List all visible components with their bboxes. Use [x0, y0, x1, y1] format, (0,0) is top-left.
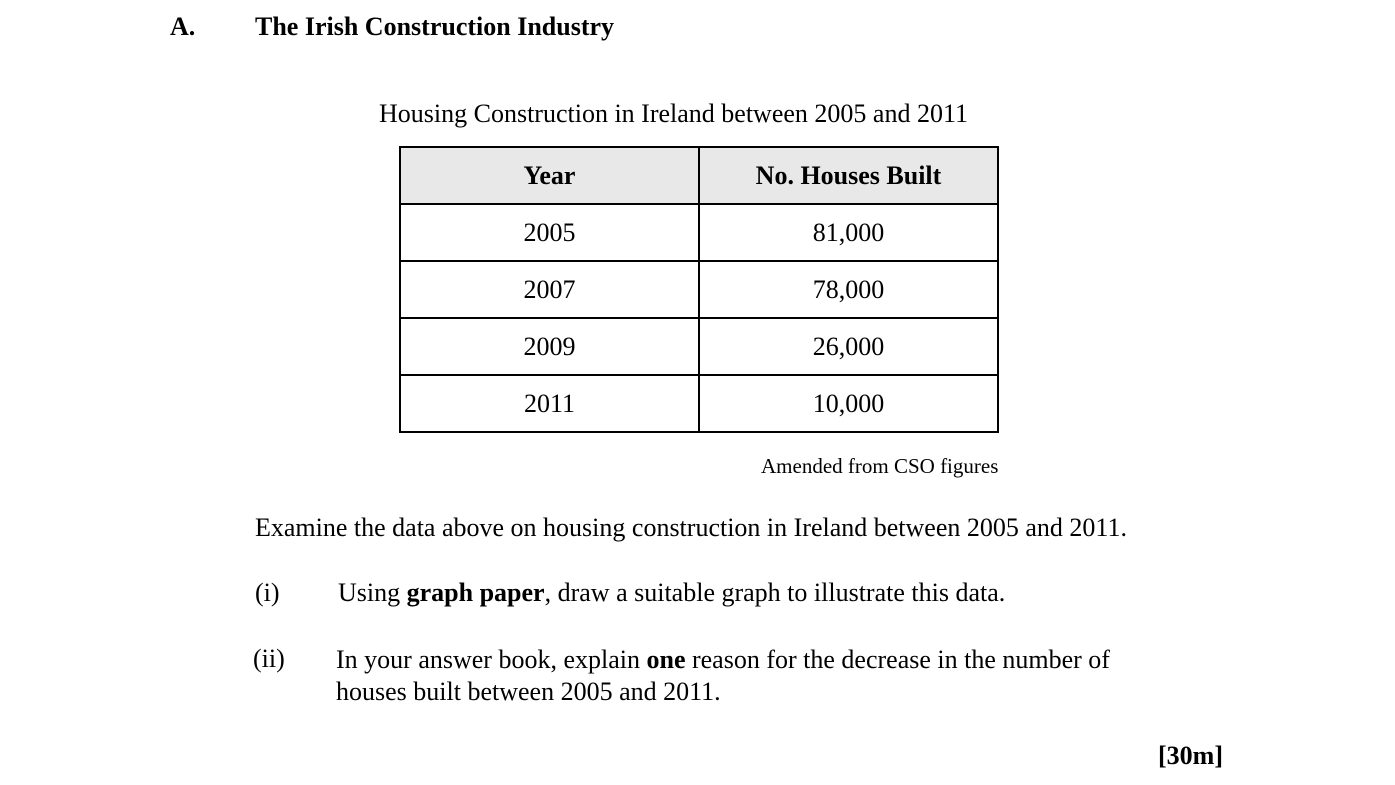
section-letter: A.	[170, 12, 196, 41]
question-1-after: , draw a suitable graph to illustrate this data.	[544, 578, 1006, 607]
question-1-number: (i)	[255, 578, 280, 607]
header-year: Year	[400, 147, 699, 204]
header-houses-built: No. Houses Built	[699, 147, 998, 204]
intro-text: Examine the data above on housing construction in Ireland between 2005 and 2011.	[255, 513, 1127, 542]
question-2-number: (ii)	[253, 644, 285, 673]
cell-year: 2011	[400, 375, 699, 432]
cell-year: 2005	[400, 204, 699, 261]
section-title: The Irish Construction Industry	[255, 12, 615, 41]
housing-table	[399, 146, 999, 433]
table-caption: Housing Construction in Ireland between 2005 and 2011	[379, 99, 968, 128]
cell-houses: 78,000	[699, 261, 998, 318]
marks-label: [30m]	[1158, 741, 1223, 770]
question-2-line2: houses built between 2005 and 2011.	[336, 677, 721, 706]
cell-houses: 10,000	[699, 375, 998, 432]
question-2-before: In your answer book, explain	[336, 645, 647, 674]
question-1-before: Using	[338, 578, 407, 607]
table-row	[400, 261, 998, 318]
table-row	[400, 375, 998, 432]
cell-year: 2009	[400, 318, 699, 375]
table-header-row	[400, 147, 998, 204]
table-row	[400, 204, 998, 261]
question-2-text	[336, 644, 1110, 708]
cell-houses: 26,000	[699, 318, 998, 375]
question-2-bold: one	[646, 645, 686, 674]
question-1-text	[338, 578, 1005, 608]
question-2-after: reason for the decrease in the number of	[685, 645, 1110, 674]
table-row	[400, 318, 998, 375]
cell-year: 2007	[400, 261, 699, 318]
source-note: Amended from CSO figures	[761, 454, 999, 478]
cell-houses: 81,000	[699, 204, 998, 261]
question-1-bold: graph paper	[406, 578, 545, 607]
